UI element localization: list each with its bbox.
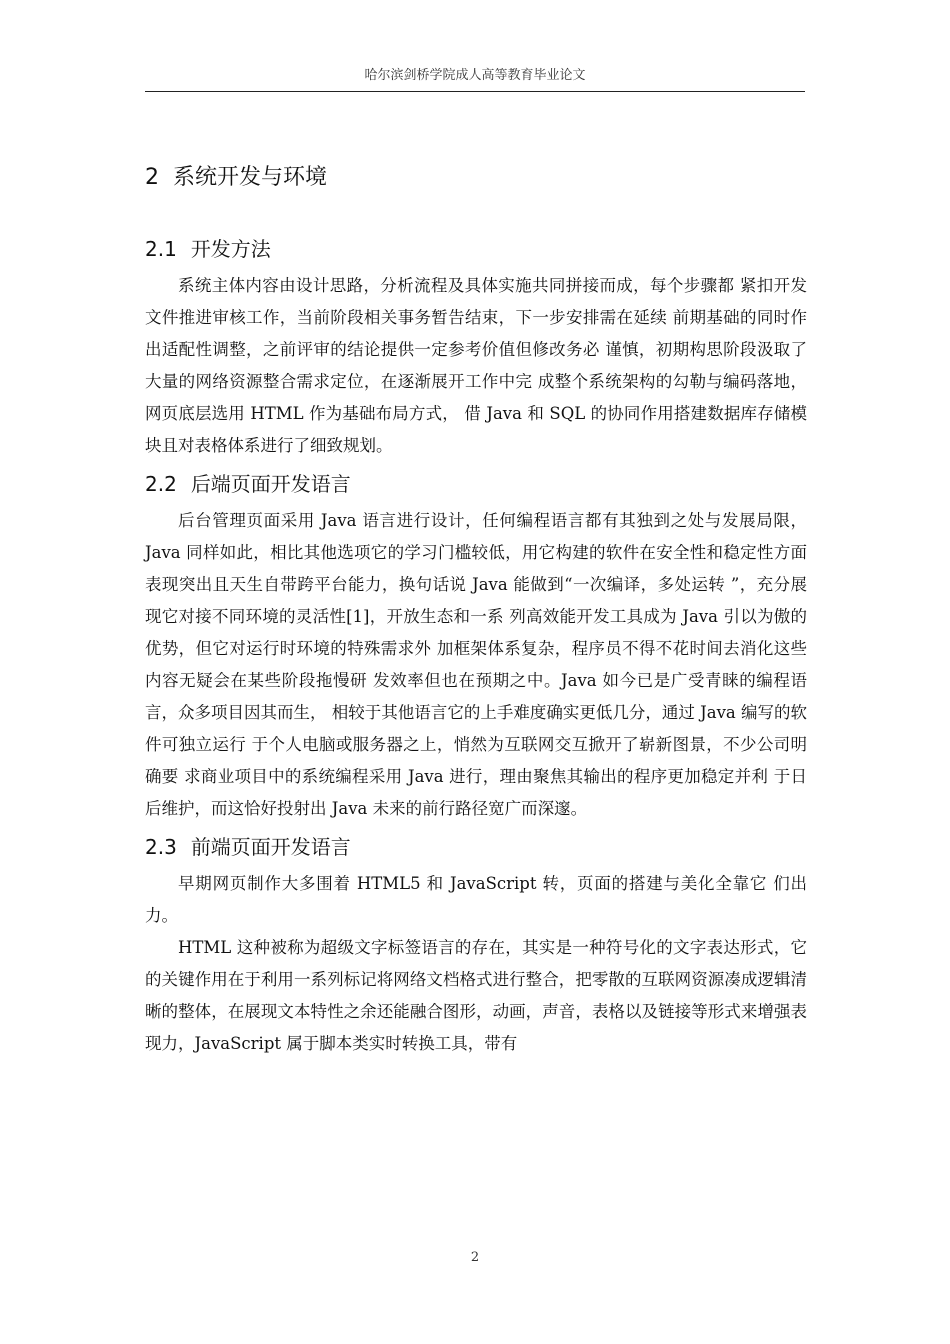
page-header — [145, 64, 805, 92]
section-number: 2.2 — [145, 472, 177, 496]
chapter-title: 系统开发与环境 — [173, 165, 328, 190]
section-title: 前端页面开发语言 — [190, 835, 351, 859]
section-heading — [145, 468, 807, 497]
section-heading — [145, 831, 807, 860]
page-body — [145, 150, 807, 1066]
section-heading — [145, 233, 807, 262]
body-paragraph: 后台管理页面采用 Java 语言进行设计，任何编程语言都有其独到之处与发展局限，Java 同样如此，相比其他选项它的学习门槛较低，用它构建的软件在安全性和稳定性方面表现突出且天生自带跨平台能力，换句话说 Java 能做到“一次编译，多处运转 ”，充分展现它对接不同环境的灵活性[1]，开放生态和一系 列高效能开发工具成为 Java 引以为傲的优势，但它对运行时环境的特殊需求外 加框架体系复杂，程序员不得不花时间去消化这些内容无疑会在某些阶段拖慢研 发效率但也在预期之中。Java 如今已是广受青睐的编程语言，众多项目因其而生， 相较于其他语言它的上手难度确实更低几分，通过 Java 编写的软件可独立运行 于个人电脑或服务器之上，悄然为互联网交互掀开了崭新图景，不少公司明确要 求商业项目中的系统编程采用 Java 进行，理由聚焦其输出的程序更加稳定并利 于日后维护，而这恰好投射出 Java 未来的前行路径宽广而深邃。 — [145, 511, 807, 818]
section-number: 2.1 — [145, 237, 177, 261]
chapter-number: 2 — [145, 165, 159, 190]
body-paragraph: HTML 这种被称为超级文字标签语言的存在，其实是一种符号化的文字表达形式，它的关键作用在于利用一系列标记将网络文档格式进行整合，把零散的互联网资源凑成逻辑清晰的整体，在展现文本特性之余还能融合图形，动画，声音，表格以及链接等形式来增强表现力，JavaScript 属于脚本类实时转换工具，带有 — [145, 938, 807, 1053]
body-paragraph: 早期网页制作大多围着 HTML5 和 JavaScript 转，页面的搭建与美化全靠它 们出力。 — [145, 874, 807, 925]
section-title: 后端页面开发语言 — [190, 472, 351, 496]
section-title: 开发方法 — [190, 237, 271, 261]
body-paragraph: 系统主体内容由设计思路，分析流程及具体实施共同拼接而成，每个步骤都 紧扣开发文件推进审核工作，当前阶段相关事务暂告结束，下一步安排需在延续 前期基础的同时作出适配性调整，之前评审的结论提供一定参考价值但修改务必 谨慎，初期构思阶段汲取了大量的网络资源整合需求定位，在逐渐展开工作中完 成整个系统架构的勾勒与编码落地，网页底层选用 HTML 作为基础布局方式， 借 Java 和 SQL 的协同作用搭建数据库存储模块且对表格体系进行了细致规划。 — [145, 276, 807, 455]
chapter-heading — [145, 160, 807, 191]
page-number: 2 — [470, 1250, 480, 1265]
section-number: 2.3 — [145, 835, 177, 859]
header-title: 哈尔滨剑桥学院成人高等教育毕业论文 — [364, 68, 586, 83]
